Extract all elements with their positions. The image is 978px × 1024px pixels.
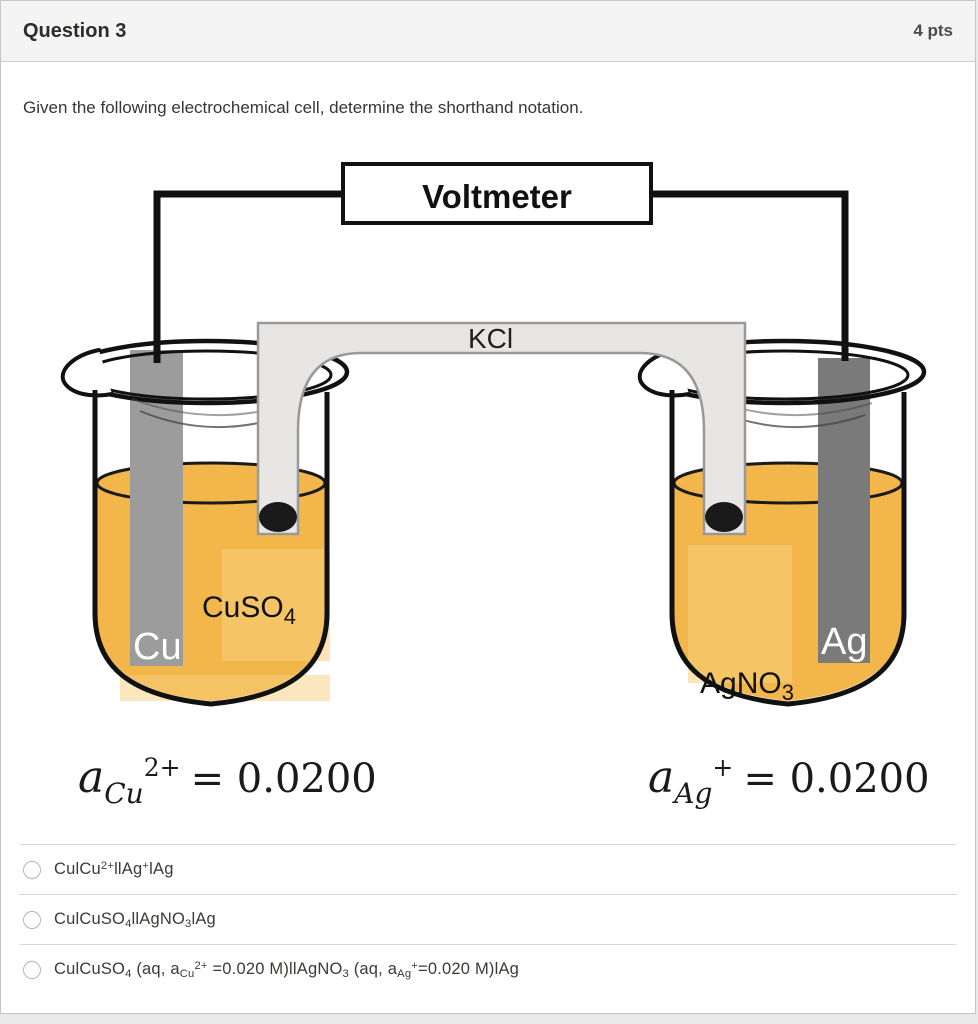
left-activity-label: aCu2+ = 0.0200	[78, 752, 377, 810]
option-label[interactable]: CulCu$^{2+}$llAg+lAg	[54, 859, 174, 878]
salt-bridge-right-tip	[705, 502, 743, 532]
left-solution-label: CuSO$_4$	[202, 591, 296, 629]
radio-button[interactable]	[23, 961, 41, 979]
voltmeter-label: Voltmeter	[422, 178, 572, 215]
option-label[interactable]: CulCuSO$_4$llAgNO$_3$lAg	[54, 910, 216, 931]
question-header	[1, 1, 975, 62]
right-solution-label: AgNO$_3$	[700, 667, 794, 705]
question-prompt: Given the following electrochemical cell, determine the shorthand notation.	[23, 98, 584, 117]
question-points: 4 pts	[913, 21, 953, 40]
silver-electrode-label: Ag	[821, 621, 868, 663]
salt-bridge-label: KCl	[468, 323, 514, 354]
option-label[interactable]: CulCuSO$_4$ (aq, $a_{Cu}^{2+} =0.020$ M)llAgNO$_3$ (aq, $a_{Ag}^+=0.020$ M)lAg	[54, 959, 520, 981]
radio-option[interactable]	[19, 944, 957, 994]
radio-button[interactable]	[23, 861, 41, 879]
right-activity-label: aAg+ = 0.0200	[648, 752, 930, 810]
answer-options	[19, 844, 957, 994]
salt-bridge-left-tip	[259, 502, 297, 532]
copper-electrode-label: Cu	[133, 626, 182, 668]
voltmeter	[343, 164, 651, 223]
radio-option[interactable]	[19, 844, 957, 894]
radio-option[interactable]	[19, 894, 957, 944]
electrochemical-cell-diagram	[30, 146, 950, 836]
radio-button[interactable]	[23, 911, 41, 929]
question-title: Question 3	[23, 19, 127, 42]
